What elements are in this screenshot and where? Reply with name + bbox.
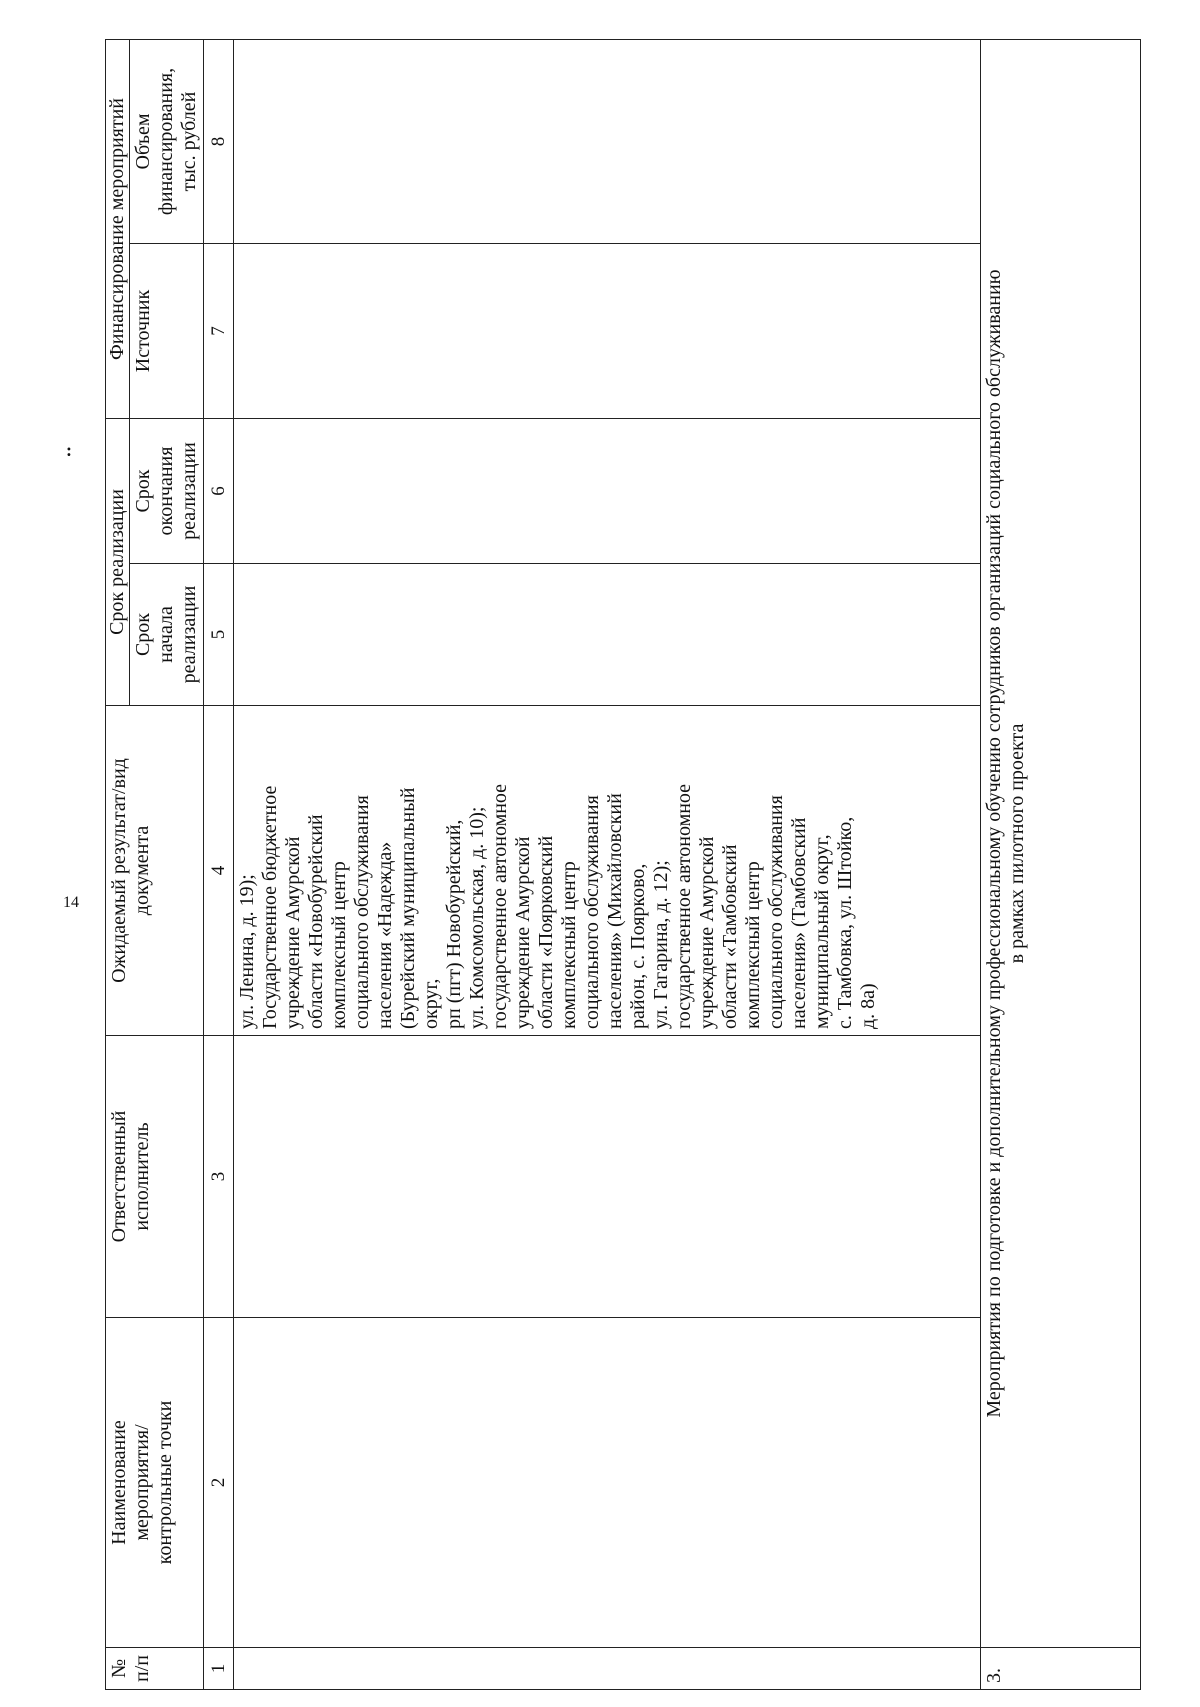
header-source: Источник bbox=[130, 244, 204, 419]
column-number: 5 bbox=[204, 564, 234, 706]
rotated-table-container bbox=[105, 40, 1165, 1690]
section-title: Мероприятия по подготовке и дополнительному профессиональному обучению сотрудников организаций социального обслуживанию в рамках пилотного проекта bbox=[981, 40, 1141, 1648]
column-number: 6 bbox=[204, 419, 234, 564]
cell-amount bbox=[234, 40, 981, 244]
column-numbers-row bbox=[204, 40, 234, 1690]
column-number: 3 bbox=[204, 1036, 234, 1318]
header-amount: Объем финансирования, тыс. рублей bbox=[130, 40, 204, 244]
measures-table bbox=[105, 39, 1141, 1690]
section-number: 3. bbox=[981, 1648, 1141, 1690]
header-term-group: Срок реализации bbox=[106, 419, 130, 706]
header-end-term: Срок окончания реализации bbox=[130, 419, 204, 564]
page-number: 14 bbox=[63, 894, 79, 911]
column-number: 2 bbox=[204, 1318, 234, 1648]
column-number: 1 bbox=[204, 1648, 234, 1690]
column-number: 8 bbox=[204, 40, 234, 244]
header-number: № п/п bbox=[106, 1648, 204, 1690]
header-financing-group: Финансирование мероприятий bbox=[106, 40, 130, 419]
cell-start-term bbox=[234, 564, 981, 706]
cell-responsible bbox=[234, 1036, 981, 1318]
column-number: 7 bbox=[204, 244, 234, 419]
column-number: 4 bbox=[204, 706, 234, 1036]
cell-number bbox=[234, 1648, 981, 1690]
header-row-1 bbox=[106, 40, 130, 1690]
cell-source bbox=[234, 244, 981, 419]
cell-end-term bbox=[234, 419, 981, 564]
cell-expected-result: ул. Ленина, д. 19); Государственное бюджетное учреждение Амурской области «Новобурейский комплексный центр социального обслуживания населения «Надежда» (Бурейский муниципальный округ, рп (пгт) Новобурейский, ул. Комсомольская, д. 10); государственное автономное учреждение Амурской области «Поярковский комплексный центр социального обслуживания населения» (Михайловский район, с. Поярково, ул. Гагарина, д. 12); государственное автономное учреждение Амурской области «Тамбовский комплексный центр социального обслуживания населения» (Тамбовский муниципальный округ, с. Тамбовка, ул. Штойко, д. 8а) bbox=[234, 706, 981, 1036]
header-expected-result: Ожидаемый результат/вид документа bbox=[106, 706, 204, 1036]
table-row bbox=[234, 40, 981, 1690]
header-responsible: Ответственный исполнитель bbox=[106, 1036, 204, 1318]
margin-mark: : bbox=[66, 440, 72, 460]
section-row bbox=[981, 40, 1141, 1690]
header-start-term: Срок начала реализации bbox=[130, 564, 204, 706]
cell-measure-name bbox=[234, 1318, 981, 1648]
header-measure-name: Наименование мероприятия/ контрольные точки bbox=[106, 1318, 204, 1648]
